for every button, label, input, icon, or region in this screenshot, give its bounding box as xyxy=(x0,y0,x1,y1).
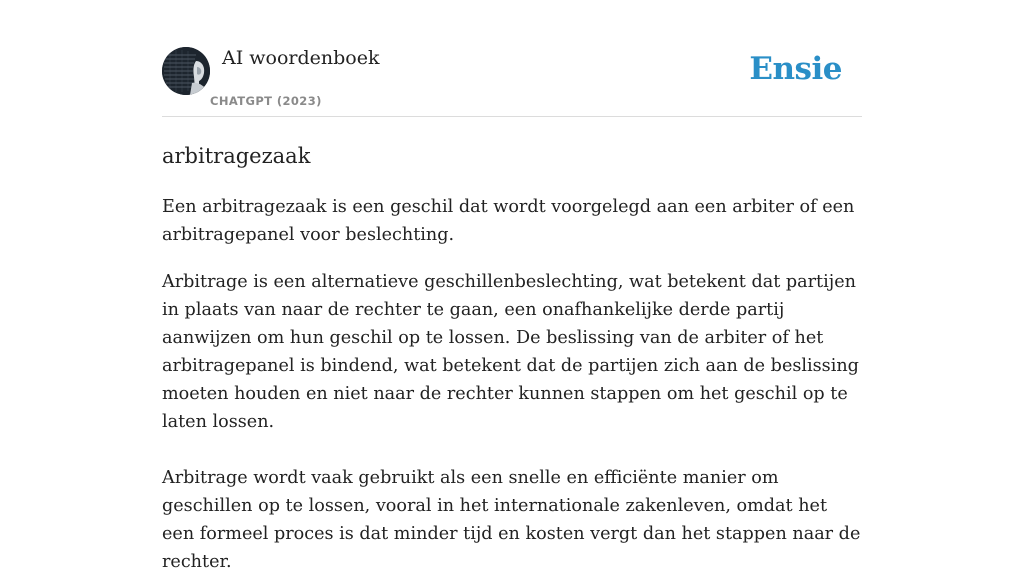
source-meta: CHATGPT (2023) xyxy=(210,94,322,108)
source-title[interactable]: AI woordenboek xyxy=(222,47,380,69)
entry-paragraph: Arbitrage wordt vaak gebruikt als een snelle en efficiënte manier om geschillen op te lossen, vooral in het internationale zakenleven, omdat het een formeel proces is dat minder tijd en kosten vergt dan het stappen naar de rechter. xyxy=(162,468,861,572)
entry-page xyxy=(162,0,862,576)
robot-portrait-icon xyxy=(162,47,210,95)
brand-logo[interactable]: Ensie xyxy=(749,51,842,87)
source-avatar[interactable] xyxy=(162,47,210,95)
source-header xyxy=(162,0,862,117)
entry-definition: Een arbitragezaak is een geschil dat wordt voorgelegd aan een arbiter of een arbitragepanel voor beslechting. xyxy=(162,197,855,245)
entry-term: arbitragezaak xyxy=(162,144,311,168)
entry-paragraph: Arbitrage is een alternatieve geschillenbeslechting, wat betekent dat partijen in plaats van naar de rechter te gaan, een onafhankelijke derde partij aanwijzen om hun geschil op te lossen. De beslissing van de arbiter of het arbitragepanel is bindend, wat betekent dat de partijen zich aan de beslissing moeten houden en niet naar de rechter kunnen stappen om het geschil op te laten lossen. xyxy=(162,272,859,432)
